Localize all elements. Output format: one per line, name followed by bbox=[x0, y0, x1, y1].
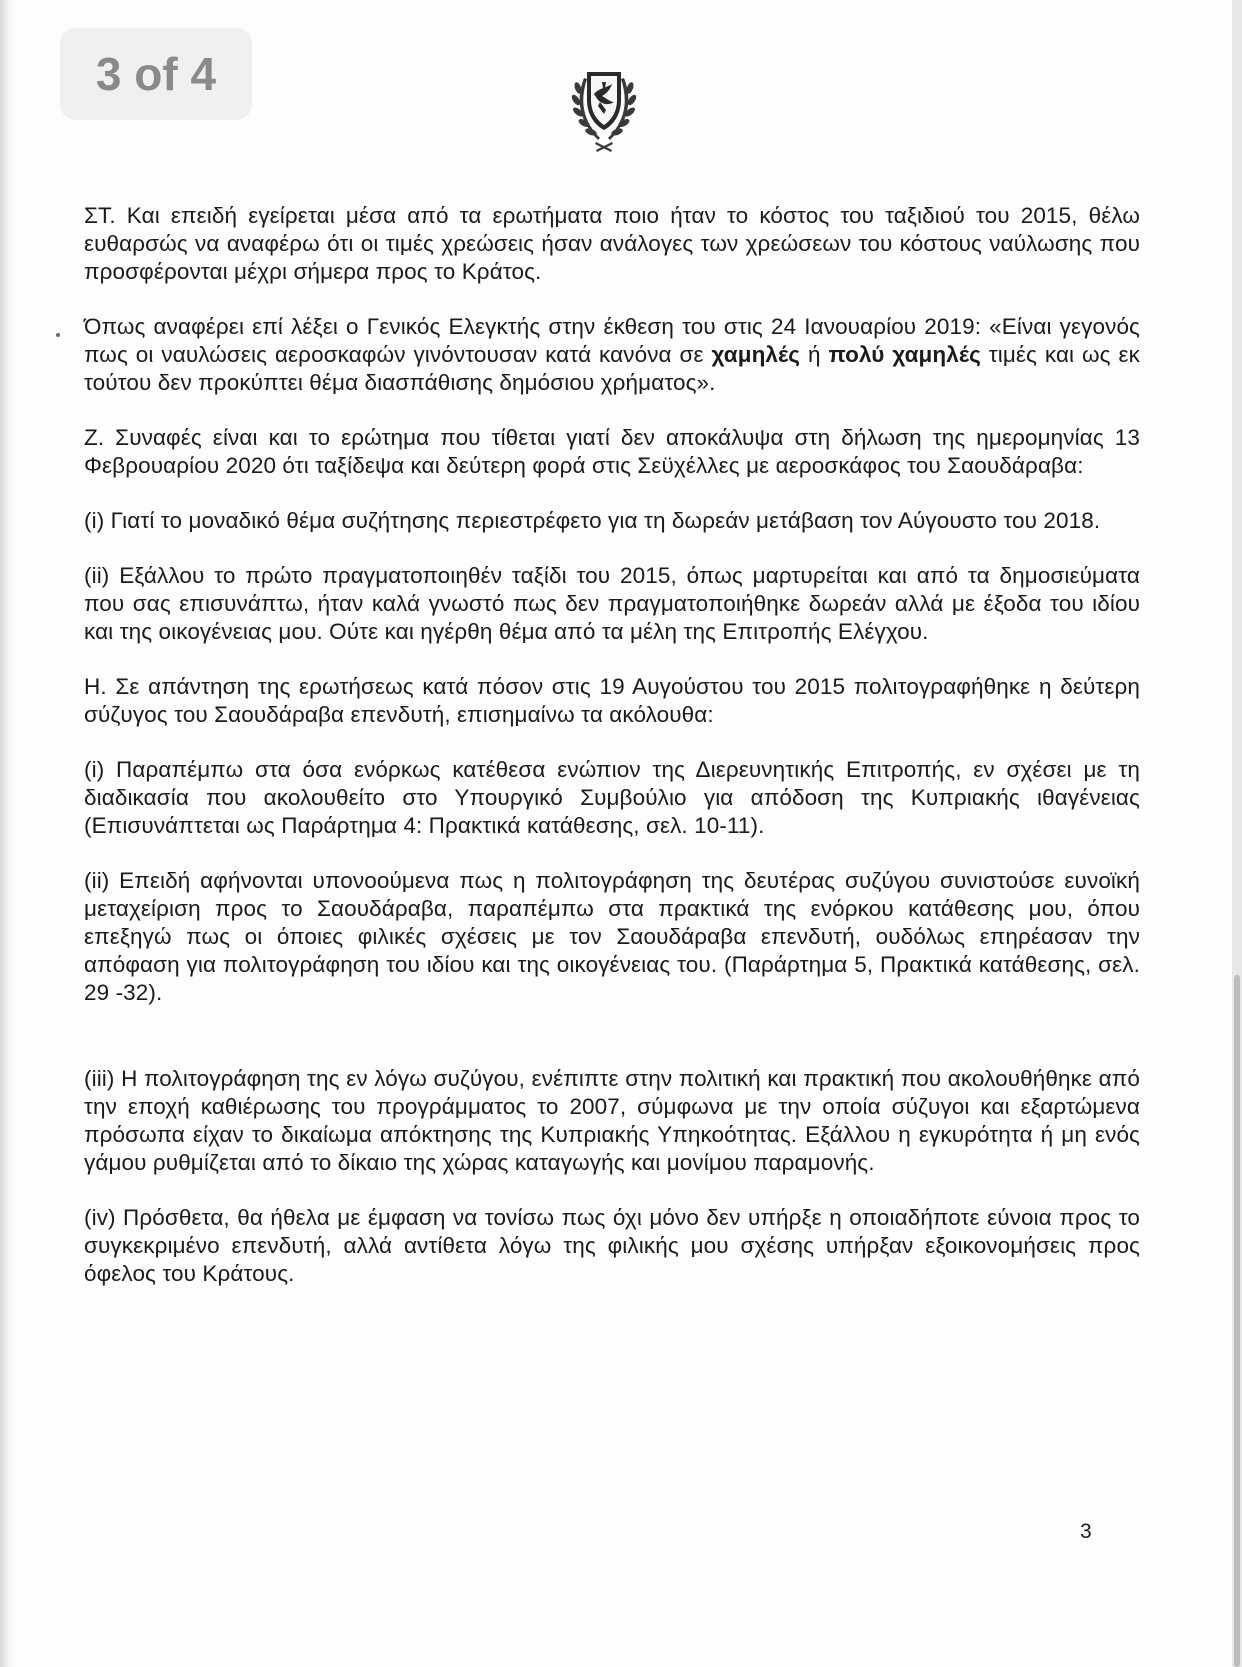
paragraph-z: Ζ. Συναφές είναι και το ερώτημα που τίθεται γιατί δεν αποκάλυψα στη δήλωση της ημερομηνίας 13 Φεβρουαρίου 2020 ότι ταξίδεψα και δεύτερη φορά στις Σεϋχέλλες με αεροσκάφος του Σαουδάραβα: bbox=[84, 425, 1140, 478]
scrollbar-track[interactable] bbox=[1232, 0, 1242, 1667]
paragraph-z-i: (i) Γιατί το μοναδικό θέμα συζήτησης περιεστρέφετο για τη δωρεάν μετάβαση τον Αύγουστο του 2018. bbox=[84, 508, 1101, 533]
paragraph-h-ii: (ii) Επειδή αφήνονται υπονοούμενα πως η πολιτογράφηση της δευτέρας συζύγου συνιστούσε ευνοϊκή μεταχείριση προς το Σαουδάραβα, παραπέμπω στα πρακτικά της ενόρκου κατάθεσης μου, όπου επεξηγώ πως οι όποιες φιλικές σχέσεις με τον Σαουδάραβα επενδυτή, ουδόλως επηρέασαν την απόφαση για πολιτογράφηση του ιδίου και της οικογένειας του. (Παράρτημα 5, Πρακτικά κατάθεσης, σελ. 29 -32). bbox=[84, 868, 1140, 1005]
emphasis-low: χαμηλές bbox=[711, 342, 801, 367]
paragraph-auditor-quote bbox=[84, 313, 1140, 397]
page-edge-shadow bbox=[0, 0, 14, 1667]
quote-text-mid: ή bbox=[800, 342, 829, 367]
paragraph-z-ii: (ii) Εξάλλου το πρώτο πραγματοποιηθέν ταξίδι του 2015, όπως μαρτυρείται και από τα δημοσιεύματα που σας επισυνάπτω, ήταν καλά γνωστό πως δεν πραγματοποιήθηκε δωρεάν αλλά με έξοδα του ιδίου και της οικογένειας μου. Ούτε και ηγέρθη θέμα από τα μέλη της Επιτροπής Ελέγχου. bbox=[84, 563, 1140, 644]
paragraph-h-iii: (iii) Η πολιτογράφηση της εν λόγω συζύγου, ενέπιπτε στην πολιτική και πρακτική που ακολουθήθηκε από την εποχή καθιέρωσης του προγράμματος το 2007, σύμφωνα με την οποία σύζυγοι και εξαρτώμενα πρόσωπα είχαν το δικαίωμα απόκτησης της Κυπριακής Υπηκοότητας. Εξάλλου η εγκυρότητα ή μη ενός γάμου ρυθμίζεται από το δίκαιο της χώρας καταγωγής και μονίμου παραμονής. bbox=[84, 1066, 1140, 1175]
document-body bbox=[84, 202, 1140, 1288]
quote-text-before: Όπως αναφέρει επί λέξει ο Γενικός Ελεγκτής στην έκθεση του στις 24 Ιανουαρίου 2019: «Είναι γεγονός πως οι ναυλώσεις αεροσκαφών γινόντουσαν κατά κανόνα σε bbox=[84, 314, 1140, 367]
cyprus-coat-of-arms-icon bbox=[554, 58, 654, 158]
page-number: 3 bbox=[1080, 1520, 1092, 1543]
paragraph-st: ΣΤ. Και επειδή εγείρεται μέσα από τα ερωτήματα ποιο ήταν το κόστος του ταξιδιού του 2015, θέλω ευθαρσώς να αναφέρω ότι οι τιμές χρεώσεις ήσαν ανάλογες των χρεώσεων του κόστους ναύλωσης που προσφέρονται μέχρι σήμερα προς το Κράτος. bbox=[84, 203, 1140, 284]
scrollbar-thumb[interactable] bbox=[1234, 975, 1240, 1667]
emphasis-very-low: πολύ χαμηλές bbox=[828, 342, 981, 367]
quote-text-after: τιμές και ως εκ τούτου δεν προκύπτει θέμα διασπάθισης δημόσιου χρήματος». bbox=[84, 342, 1140, 395]
page-indicator: 3 of 4 bbox=[60, 28, 252, 120]
scan-speck bbox=[56, 333, 60, 337]
paragraph-h-i: (i) Παραπέμπω στα όσα ενόρκως κατέθεσα ενώπιον της Διερευνητικής Επιτροπής, εν σχέσει με τη διαδικασία που ακολουθείτο στο Υπουργικό Συμβούλιο για απόδοση της Κυπριακής ιθαγένειας (Επισυνάπτεται ως Παράρτημα 4: Πρακτικά κατάθεσης, σελ. 10-11). bbox=[84, 757, 1140, 838]
paragraph-h: Η. Σε απάντηση της ερωτήσεως κατά πόσον στις 19 Αυγούστου του 2015 πολιτογραφήθηκε η δεύτερη σύζυγος του Σαουδάραβα επενδυτή, επισημαίνω τα ακόλουθα: bbox=[84, 674, 1140, 727]
paragraph-h-iv: (iv) Πρόσθετα, θα ήθελα με έμφαση να τονίσω πως όχι μόνο δεν υπήρξε η οποιαδήποτε εύνοια προς το συγκεκριμένο επενδυτή, αλλά αντίθετα λόγω της φιλικής μου σχέσης υπήρξαν εξοικονομήσεις προς όφελος του Κράτους. bbox=[84, 1205, 1140, 1286]
